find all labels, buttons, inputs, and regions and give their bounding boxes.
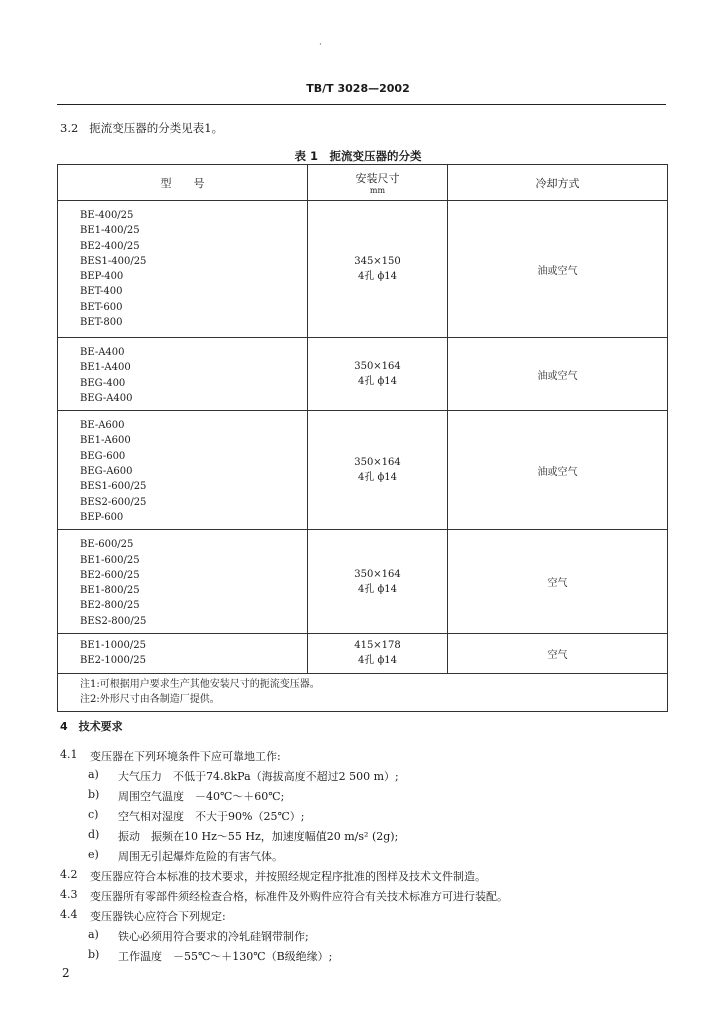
- condition-text: 大气压力 不低于74.8kPa（海拔高度不超过2 500 m）;: [118, 770, 399, 783]
- condition-label: e): [88, 848, 99, 861]
- table-row: [58, 530, 668, 634]
- scan-artifact-dot: ·: [319, 40, 322, 50]
- model-list: [58, 411, 308, 530]
- mounting-holes: 4孔 ϕ14: [357, 472, 398, 484]
- condition-label: a): [88, 768, 99, 781]
- model-item: BEP-600: [80, 511, 124, 523]
- core-rule-text: 工作温度 －55℃～＋130℃（B级绝缘）;: [118, 950, 333, 963]
- model-item: BE1-800/25: [80, 585, 140, 597]
- mounting-size: [308, 201, 448, 338]
- model-list: [58, 201, 308, 338]
- model-item: BE2-1000/25: [80, 655, 146, 667]
- model-item: BES1-600/25: [80, 481, 147, 493]
- model-item: BEG-A600: [80, 466, 133, 478]
- condition-text: 振动 振频在10 Hz～55 Hz，加速度幅值20 m/s² (2g);: [118, 830, 399, 843]
- requirement-number: 4.2: [60, 868, 78, 881]
- model-item: BES2-800/25: [80, 615, 147, 627]
- header-size-label: 安装尺寸: [355, 171, 400, 185]
- cooling-method: 空气: [448, 634, 668, 674]
- model-item: BE-600/25: [80, 539, 134, 551]
- model-item: BEG-A400: [80, 392, 133, 404]
- requirement-number: 4.3: [60, 888, 78, 901]
- header-model: 型 号: [58, 165, 308, 201]
- requirement-text: 变压器铁心应符合下列规定:: [90, 910, 226, 923]
- section-3-2: [60, 120, 223, 136]
- requirement-text: 变压器应符合本标准的技术要求，并按照经规定程序批准的图样及技术文件制造。: [90, 870, 486, 883]
- table-row: [58, 411, 668, 530]
- table-note: 注2:外形尺寸由各制造厂提供。: [80, 694, 220, 706]
- header-size-unit: mm: [369, 185, 386, 195]
- model-item: BE1-A600: [80, 435, 131, 447]
- model-item: BE1-1000/25: [80, 640, 146, 652]
- condition-label: b): [88, 788, 100, 801]
- core-rule-label: b): [88, 948, 100, 961]
- model-item: BE1-400/25: [80, 225, 140, 237]
- section-3-2-text: 扼流变压器的分类见表1。: [89, 121, 224, 135]
- mounting-dimensions: 345×150: [354, 256, 401, 267]
- header-rule: [57, 104, 666, 105]
- requirement-text: 变压器在下列环境条件下应可靠地工作:: [90, 750, 281, 763]
- header-size: [308, 165, 448, 201]
- table-note: 注1:可根据用户要求生产其他安装尺寸的扼流变压器。: [80, 679, 320, 691]
- model-item: BES2-600/25: [80, 496, 147, 508]
- model-item: BE2-600/25: [80, 569, 140, 581]
- model-item: BET-600: [80, 301, 123, 313]
- table-row: [58, 338, 668, 411]
- table-row: [58, 634, 668, 674]
- mounting-dimensions: 415×178: [354, 640, 401, 652]
- section-4-title: 4 技术要求: [60, 720, 123, 733]
- condition-label: d): [88, 828, 100, 841]
- model-list: [58, 530, 308, 634]
- cooling-method: 油或空气: [448, 201, 668, 338]
- standard-number-header: TB/T 3028—2002: [306, 82, 410, 95]
- mounting-holes: 4孔 ϕ14: [357, 271, 398, 282]
- model-list: [58, 338, 308, 411]
- condition-label: c): [88, 808, 99, 821]
- mounting-size: [308, 338, 448, 411]
- condition-text: 周围无引起爆炸危险的有害气体。: [118, 850, 283, 863]
- mounting-size: [308, 411, 448, 530]
- condition-text: 空气相对湿度 不大于90%（25℃）;: [118, 810, 305, 823]
- mounting-size: [308, 634, 448, 674]
- cooling-method: 油或空气: [448, 411, 668, 530]
- model-item: BE-A400: [80, 347, 125, 358]
- model-item: BE2-400/25: [80, 240, 140, 252]
- classification-table: [57, 164, 668, 712]
- header-cooling: 冷却方式: [448, 165, 668, 201]
- model-item: BET-800: [80, 317, 123, 329]
- model-item: BET-400: [80, 286, 123, 298]
- model-item: BEG-600: [80, 450, 126, 462]
- requirement-number: 4.1: [60, 748, 78, 761]
- model-item: BE-A600: [80, 420, 125, 432]
- mounting-dimensions: 350×164: [354, 568, 401, 580]
- table-caption: 表 1 扼流变压器的分类: [294, 149, 422, 163]
- model-item: BE-400/25: [80, 210, 134, 221]
- table-notes-row: [58, 673, 668, 711]
- model-item: BES1-400/25: [80, 255, 147, 267]
- model-item: BE1-A400: [80, 362, 131, 374]
- mounting-holes: 4孔 ϕ14: [357, 583, 398, 595]
- mounting-dimensions: 350×164: [354, 361, 401, 373]
- page-number: 2: [62, 966, 70, 980]
- model-item: BE1-600/25: [80, 554, 140, 566]
- mounting-size: [308, 530, 448, 634]
- condition-text: 周围空气温度 －40℃～＋60℃;: [118, 790, 285, 803]
- model-item: BE2-800/25: [80, 600, 140, 612]
- core-rule-text: 铁心必须用符合要求的冷轧硅钢带制作;: [118, 930, 309, 943]
- model-list: [58, 634, 308, 674]
- requirement-text: 变压器所有零部件须经检查合格，标准件及外购件应符合有关技术标准方可进行装配。: [90, 890, 508, 903]
- model-item: BEG-400: [80, 377, 126, 389]
- core-rule-label: a): [88, 928, 99, 941]
- section-3-2-number: 3.2: [60, 121, 79, 135]
- mounting-holes: 4孔 ϕ14: [357, 655, 398, 667]
- table-row: [58, 201, 668, 338]
- requirement-number: 4.4: [60, 908, 78, 921]
- model-item: BEP-400: [80, 271, 124, 283]
- mounting-holes: 4孔 ϕ14: [357, 376, 398, 388]
- table-header-row: [58, 165, 668, 201]
- table-notes: [58, 673, 668, 711]
- mounting-dimensions: 350×164: [354, 457, 401, 469]
- cooling-method: 油或空气: [448, 338, 668, 411]
- cooling-method: 空气: [448, 530, 668, 634]
